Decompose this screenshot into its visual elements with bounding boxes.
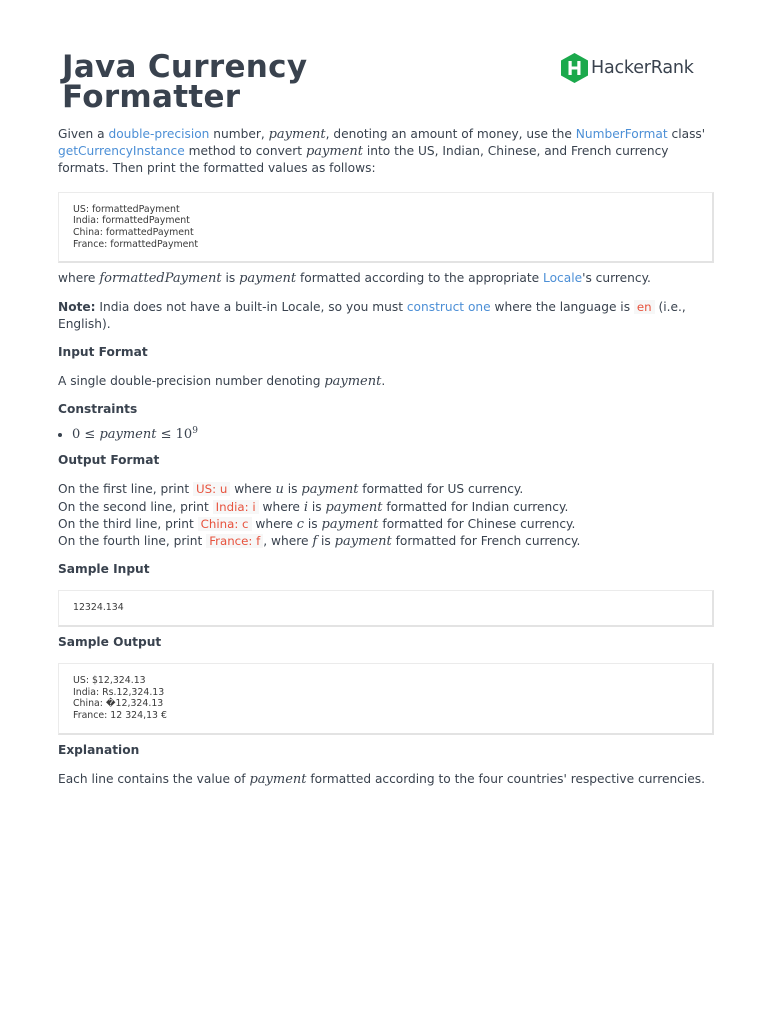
math-text: ≤ 10 (156, 427, 193, 443)
text: where (230, 482, 276, 497)
sample-input-block (58, 590, 714, 627)
text: . (381, 374, 386, 389)
text: formatted for Indian currency. (382, 499, 569, 514)
text: On the fourth line, print (58, 533, 207, 548)
text: Each line contains the value of (58, 771, 250, 786)
explanation-heading: Explanation (58, 742, 140, 757)
text: where (258, 499, 304, 514)
math-var: payment (99, 427, 157, 443)
math-var: payment (334, 533, 392, 549)
double-precision-link[interactable]: double-precision (108, 127, 210, 141)
intro-text: method to convert (184, 144, 306, 159)
text: where (58, 271, 100, 286)
code-line: US: $12,324.13 (73, 674, 146, 686)
intro-paragraph (58, 126, 714, 178)
text: formatted according to the four countries' respective currencies. (306, 771, 705, 786)
page-title (62, 49, 308, 115)
code-line: France: formattedPayment (73, 238, 199, 250)
text: , where (263, 533, 313, 548)
output-format-code-block (58, 192, 714, 264)
code-line: China: �12,324.13 (73, 698, 164, 710)
text: On the second line, print (58, 499, 213, 514)
hackerrank-logo (561, 53, 694, 83)
intro-text: into the US, Indian, Chinese, and French currency (363, 144, 669, 159)
text: where (251, 516, 297, 531)
math-var: payment (321, 516, 379, 532)
code-line: 12324.134 (73, 602, 124, 614)
logo-text: HackerRank (591, 58, 694, 78)
text: formatted for US currency. (358, 482, 524, 497)
text: formatted according to the appropriate (296, 271, 544, 286)
intro-text: number, (209, 127, 269, 141)
note-paragraph (58, 299, 714, 333)
note-label: Note: (58, 299, 96, 314)
text: On the third line, print (58, 516, 198, 531)
math-exponent: 9 (192, 426, 198, 437)
math-var: payment (268, 127, 326, 142)
getcurrencyinstance-link[interactable]: getCurrencyInstance (58, 144, 185, 159)
sample-output-heading: Sample Output (58, 634, 162, 649)
code-line: India: formattedPayment (73, 215, 190, 227)
constraints-heading: Constraints (58, 402, 138, 417)
text: is (307, 499, 326, 514)
intro-text: formats. Then print the formatted values as follows: (58, 161, 376, 176)
text: India does not have a built-in Locale, so you must (95, 299, 407, 314)
inline-code: en (634, 300, 655, 314)
sample-input-heading: Sample Input (58, 562, 150, 577)
inline-code: France: f (206, 534, 263, 548)
math-var: formattedPayment (99, 271, 222, 287)
math-var: payment (305, 144, 363, 160)
math-var: c (296, 516, 305, 532)
title-line-1: Java Currency (62, 49, 308, 85)
input-format-heading: Input Format (58, 345, 148, 360)
intro-text: Given a (58, 127, 109, 141)
code-line: China: formattedPayment (73, 227, 194, 239)
text: English). (58, 316, 111, 331)
constraint-item (72, 423, 714, 443)
sample-output-block (58, 663, 714, 735)
intro-text: , denoting an amount of money, use the (325, 127, 576, 141)
math-var: f (312, 533, 318, 549)
inline-code: US: u (193, 482, 230, 496)
code-line: India: Rs.12,324.13 (73, 686, 165, 698)
math-var: payment (325, 499, 383, 515)
text: is (304, 516, 322, 531)
title-line-2: Formatter (62, 79, 241, 115)
explanation-text (58, 771, 714, 788)
problem-body (58, 126, 714, 788)
math-var: payment (249, 771, 307, 787)
output-format-heading: Output Format (58, 453, 160, 468)
construct-one-link[interactable]: construct one (406, 299, 491, 314)
constraints-list (58, 423, 714, 443)
text: formatted for Chinese currency. (378, 516, 576, 531)
input-format-text (58, 373, 714, 390)
math-var: u (275, 482, 284, 498)
text: is (317, 533, 335, 548)
text: is (221, 271, 240, 286)
hackerrank-h-icon (561, 53, 588, 83)
math-var: payment (324, 374, 382, 390)
text: On the first line, print (58, 482, 194, 497)
text: is (283, 482, 302, 497)
inline-code: India: i (213, 500, 259, 514)
math-text: 0 ≤ (72, 427, 100, 443)
text: (i.e., (654, 299, 686, 314)
inline-code: China: c (198, 517, 252, 531)
intro-text: class' (667, 127, 706, 141)
code-line: US: formattedPayment (73, 203, 180, 215)
numberformat-link[interactable]: NumberFormat (575, 127, 668, 141)
where-paragraph (58, 270, 714, 287)
locale-link[interactable]: Locale (543, 271, 583, 286)
math-var: payment (239, 271, 297, 287)
math-var: i (303, 499, 308, 515)
text: formatted for French currency. (391, 533, 581, 548)
text: 's currency. (582, 271, 651, 286)
output-format-text (58, 481, 714, 550)
text: where the language is (490, 299, 634, 314)
math-var: payment (301, 482, 359, 498)
code-line: France: 12 324,13 € (73, 709, 167, 721)
text: A single double-precision number denoting (58, 374, 325, 389)
